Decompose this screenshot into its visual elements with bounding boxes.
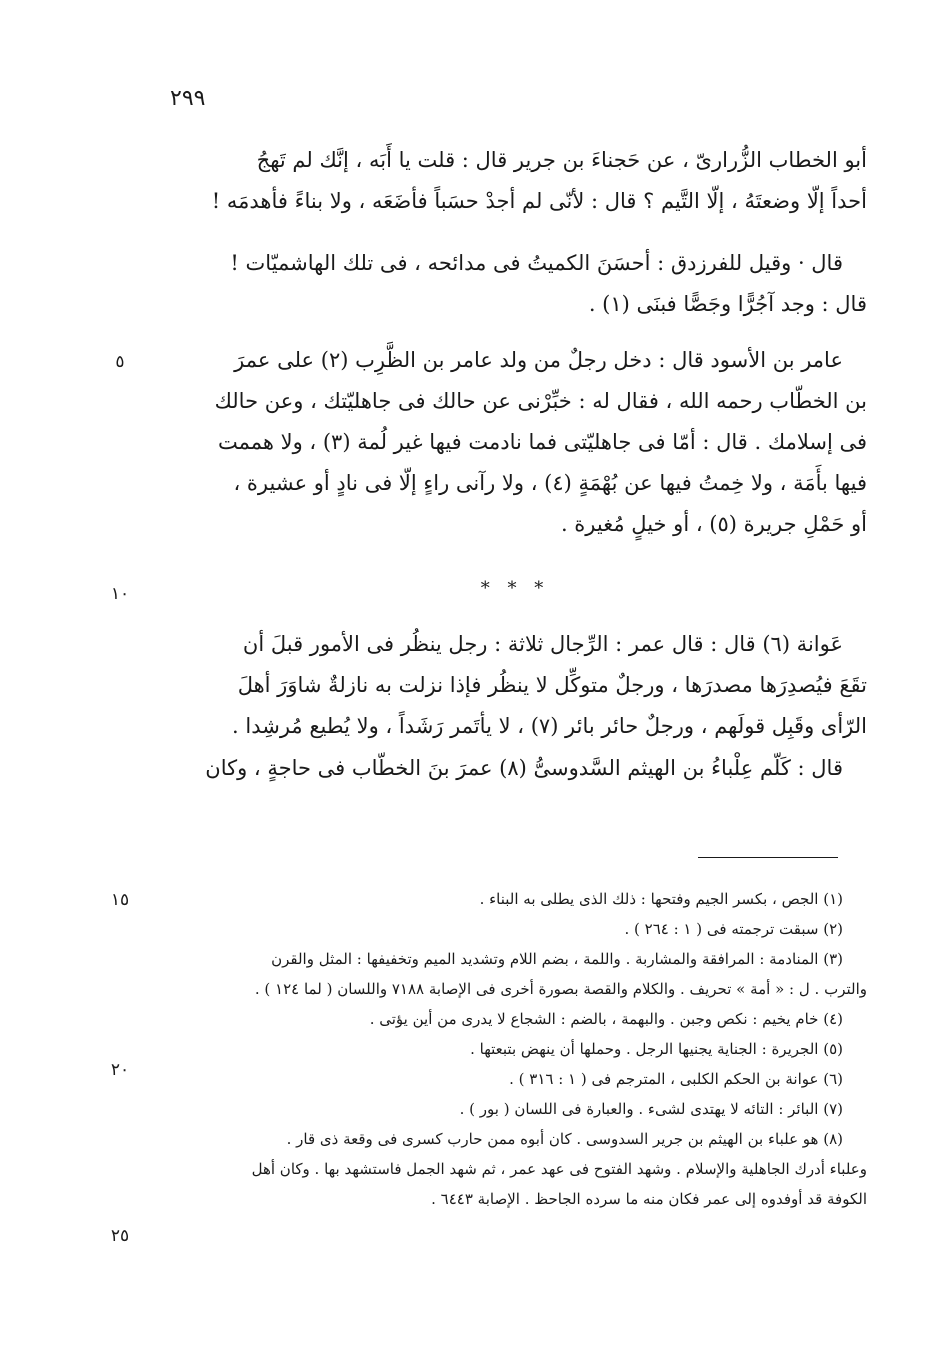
text-line: أبو الخطاب الزُّرارىّ ، عن حَجناءَ بن جرير قال : قلت يا أَبَه ، إنَّك لم تَهجُ [256, 148, 867, 172]
footnote-7: (٧) البائر : التائه لا يهتدى لشىء . والعبارة فى اللسان ( بور ) . [459, 1100, 843, 1118]
paragraph-5 [177, 748, 867, 789]
text-line: فى إسلامك . قال : أمّا فى جاهليّتى فما نادمت فيها غير لُمة (٣) ، ولا هممت [217, 430, 867, 454]
line-marker-10: ١٠ [110, 584, 130, 604]
text-line: قال : وجد آجُرًّا وجَصًّا فبنَى (١) . [588, 292, 867, 316]
text-line: الرّأى وقَبِل قولَهم ، ورجلٌ حائر بائر (٧) ، لا يأتَمر رَشَداً ، ولا يُطيع مُرشِدا . [232, 714, 867, 738]
footnote-3: (٣) المنادمة : المرافقة والمشاربة . واللمة ، بضم اللام وتشديد الميم وتخفيفها : المثل والقرن [271, 950, 843, 968]
footnote-1: (١) الجص ، بكسر الجيم وفتحها : ذلك الذى يطلى به البناء . [479, 890, 843, 908]
text-line: تقَعَ فيُصدِرَها مصدرَها ، ورجلٌ متوكِّل لا ينظُر فإذا نزلت به نازلةٌ شاوَرَ أهلَ [237, 673, 867, 697]
footnote-4: (٤) خام يخيم : نكص وجبن . والبهمة ، بالضم : الشجاع لا يدرى من أين يؤتى . [369, 1010, 843, 1028]
text-line: عامر بن الأسود قال : دخل رجلٌ من ولد عامر بن الظَّرِب (٢) على عمرَ [234, 348, 843, 372]
text-line: فيها بأَمَة ، ولا خِمتُ فيها عن بُهْمَةٍ (٤) ، ولا رآنى راءٍ إلّا فى نادٍ أو عشيرة ، [233, 471, 867, 495]
text-line: قال : كَلّم عِلْباءُ بن الهيثم السَّدوسىُّ (٨) عمرَ بنَ الخطّاب فى حاجةٍ ، وكان [205, 756, 843, 780]
paragraph-1 [177, 140, 867, 222]
paragraph-3 [177, 340, 867, 545]
footnote-5: (٥) الجريرة : الجناية يجنيها الرجل . وحملها أن ينهض بتبعتها . [470, 1040, 843, 1058]
line-marker-15: ١٥ [110, 890, 130, 910]
section-separator: * * * [480, 578, 550, 599]
footnote-8-continued: وعلباء أدرك الجاهلية والإسلام . وشهد الفتوح فى عهد عمر ، ثم شهد الجمل فاستشهد بها . وكان أهل [251, 1160, 867, 1178]
footnotes [163, 884, 867, 1214]
text-line: أحداً إلّا وضعتَهُ ، إلّا التَّيم ؟ قال : لأنّى لم أجدْ حسَباً فأضَعَه ، ولا بناءً فأهدمَه ! [211, 189, 867, 213]
paragraph-4 [177, 624, 867, 747]
text-line: بن الخطّاب رحمه الله ، فقال له : خبِّرْنى عن حالك فى جاهليّتك ، وعن حالك [214, 389, 867, 413]
footnote-8: (٨) هو علباء بن الهيثم بن جرير السدوسى . كان أبوه ممن حارب كسرى فى وقعة ذى قار . [286, 1130, 843, 1148]
footnote-8-continued: الكوفة قد أوفدوه إلى عمر فكان منه ما سرده الجاحظ . الإصابة ٦٤٤٣ . [431, 1190, 867, 1208]
page-number: ٢٩٩ [170, 86, 206, 111]
footnote-6: (٦) عوانة بن الحكم الكلبى ، المترجم فى ( ١ : ٣١٦ ) . [509, 1070, 843, 1088]
line-marker-5: ٥ [115, 352, 125, 372]
footnote-3-continued: والترب . ل : « أمة » تحريف . والكلام والقصة بصورة أخرى فى الإصابة ٧١٨٨ واللسان ( لما ١٢٤ ) . [254, 980, 867, 998]
footnote-divider [698, 857, 838, 858]
line-marker-20: ٢٠ [110, 1060, 130, 1080]
line-marker-25: ٢٥ [110, 1226, 130, 1246]
text-line: قال · وقيل للفرزدق : أحسَنَ الكميتُ فى مدائحه ، فى تلك الهاشميّات ! [230, 251, 843, 275]
paragraph-2 [177, 243, 867, 325]
text-line: عَوانة (٦) قال : قال عمر : الرِّجال ثلاثة : رجل ينظُر فى الأمور قبلَ أن [242, 632, 843, 656]
footnote-2: (٢) سبقت ترجمته فى ( ١ : ٢٦٤ ) . [624, 920, 843, 938]
text-line: أو حَمْلِ جريرة (٥) ، أو خيلٍ مُغيرة . [560, 512, 867, 536]
